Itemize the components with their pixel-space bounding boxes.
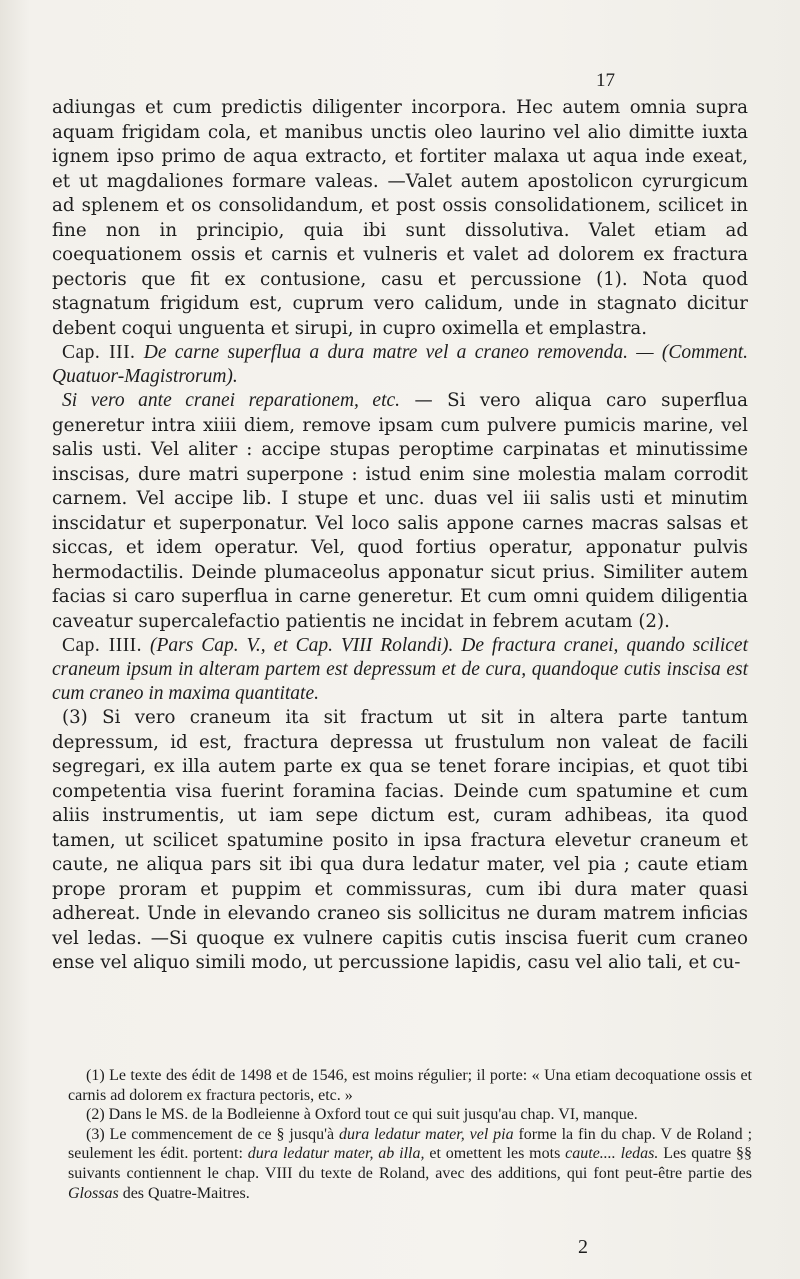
main-text [52, 96, 748, 976]
paragraph: adiungas et cum predictis diligenter incorpora. Hec autem omnia supra aquam frigidam cola, et manibus unctis oleo laurino vel alio dimitte iuxta ignem ipso primo de aqua extracto, et fortiter malaxa ut aqua inde exeat, et ut magdaliones formare valeas. —Valet autem apostolicon cyrurgicum ad splenem et os consolidandum, et post ossis consolidationem, scilicet in fine non in principio, quia ibi sunt dissolutiva. Valet etiam ad coequationem ossis et carnis et vulneris et valet ad dolorem ex fractura pectoris que fit ex contusione, casu et percussione (1). Nota quod stagnatum frigidum est, cuprum vero calidum, unde in stagnato dicitur debent coqui unguenta et sirupi, in cupro oximella et emplastra. [52, 97, 748, 339]
chapter-title: (Pars Cap. V., et Cap. VIII Rolandi). De fractura cranei, quando scilicet craneum ipsum in alteram partem est depressum et de cura, quandoque cutis inscisa est cum craneo in maxima quantitate. [52, 635, 748, 704]
chapter-label: Cap. IIII. [62, 635, 143, 656]
paragraph: (3) Si vero craneum ita sit fractum ut sit in altera parte tantum depressum, id est, fractura depressa ut frustulum non valeat de facili segregari, ex illa autem parte ex qua se tenet forare incipias, et quot tibi competentia visa fuerint foramina facias. Deinde cum spatumine et cum aliis instrumentis, ut iam sepe dictum est, curam adhibeas, ita quod tamen, ut scilicet spatumine posito in ipsa fractura elevetur craneum et caute, ne aliqua pars sit ibi qua dura ledatur mater, vel pia ; caute etiam prope proram et puppim et commissuras, cum ibi dura mater quasi adhereat. Unde in elevando craneo sis sollicitus ne duram matrem inficias vel ledas. —Si quoque ex vulnere capitis cutis inscisa fuerit cum craneo ense vel aliquo simili modo, ut percussione lapidis, casu vel alio tali, et cu- [52, 707, 748, 973]
footnote-1: (1) Le texte des édit de 1498 et de 1546, est moins régulier; il porte: « Una etiam decoquatione ossis et carnis ad dolorem ex fractura pectoris, etc. » [68, 1067, 752, 1104]
footnotes [68, 1066, 752, 1203]
footnote-italic: caute.... ledas. [565, 1145, 659, 1163]
footnote-italic: dura ledatur mater, vel pia [338, 1125, 514, 1143]
footnote-text: des Quatre-Maitres. [118, 1184, 250, 1202]
footnote-italic: dura ledatur mater, ab illa, [247, 1145, 425, 1163]
lemma: Si vero ante cranei reparationem, etc. [62, 390, 401, 411]
chapter-label: Cap. III. [62, 342, 136, 363]
footnote-text: (3) Le commencement de ce § jusqu'à [86, 1125, 339, 1143]
footnote-text: Les quatre §§ suivants contiennent le chap. VIII du texte de Roland, avec des additions, qui font peut-être partie des [68, 1145, 753, 1182]
chapter-heading-4 [52, 634, 748, 706]
chapter-heading-3 [52, 341, 748, 389]
footnote-3 [68, 1125, 752, 1203]
footnote-text: et omettent les mots [424, 1145, 566, 1163]
signature-mark: 2 [578, 1236, 588, 1258]
footnote-text: forme la fin du chap. V de Roland ; seulement les édit. portent: [68, 1125, 753, 1163]
paragraph [52, 389, 748, 634]
paragraph-text: — Si vero aliqua caro superflua generetur intra xiiii diem, remove ipsam cum pulvere pumicis marine, vel salis usti. Vel aliter : accipe stupas peroptime carpinatas et minutissime inscisas, dure matri superpone : istud enim sine molestia malam corrodit carnem. Vel accipe lib. I stupe et unc. duas vel iii salis usti et minutim inscidatur et superponatur. Vel loco salis appone carnes macras salsas et siccas, et idem operatur. Vel, quod fortius operatur, apponatur pulvis hermodactilis. Deinde plumaceolus apponatur sicut prius. Similiter autem facias si caro superflua in carne generetur. Et cum omni quidem diligentia caveatur supercalefactio patientis ne incidat in febrem acutam (2). [52, 390, 748, 632]
chapter-title: De carne superflua a dura matre vel a craneo removenda. — (Comment. Quatuor-Magistrorum). [52, 342, 748, 387]
footnote-italic: Glossas [68, 1184, 119, 1202]
footnote-2: (2) Dans le MS. de la Bodleienne à Oxford tout ce qui suit jusqu'au chap. VI, manque. [86, 1106, 638, 1124]
page-number: 17 [596, 70, 615, 91]
